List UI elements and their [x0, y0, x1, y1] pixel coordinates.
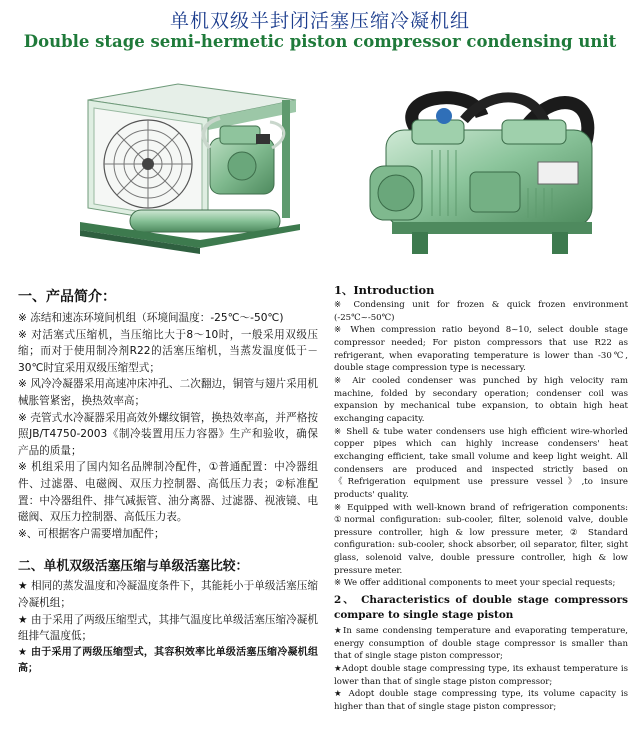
compressor-photo — [352, 76, 624, 262]
list-item: ★ 由于采用了两级压缩型式，其排气温度比单级活塞压缩冷凝机组排气温度低； — [18, 613, 318, 643]
list-item: ★ Adopt double stage compressing type, its volume capacity is higher than that of single stage piston compressor; — [334, 689, 628, 713]
paragraph: ※ Shell & tube water condensers use high efficient wire-whorled copper pipes which can highly increase condensers' heat exchanging efficient, take small volume and keep light weight. All condensers are produced and inspected strictly based on 《Refrigeration equipment use pressure vessel》,to insure products' quality. — [334, 426, 628, 500]
paragraph: ※ Condensing unit for frozen & quick frozen environment (-25℃~-50℃) — [334, 300, 628, 323]
list-item: ★Adopt double stage compressing type, its exhaust temperature is lower than that of single stage piston compressor; — [334, 664, 628, 687]
paragraph: ※ Equipped with well-known brand of refrigeration components: ①normal configuration: sub-cooler, filter, solenoid valve, double pressure controller, high & low pressure meter, ② Standard configuration: sub-cooler, shock absorber, oil separator, filter, sight glass, solenoid valve, double pressure controller, high & low pressure meter. — [334, 502, 628, 576]
page-title-cn: 单机双级半封闭活塞压缩冷凝机组 — [169, 10, 470, 32]
list-item: ★ 相同的蒸发温度和冷凝温度条件下，其能耗小于单级活塞压缩冷凝机组； — [18, 580, 318, 609]
paragraph: ※、可根据客户需要增加配件； — [18, 527, 165, 540]
paragraph: ※ Air cooled condenser was punched by high velocity ram machine, folded by secondary operation; condenser coil was expansion by mechanical tube expansion, to obtain high heat exchanging capacity. — [334, 375, 628, 424]
english-content — [334, 283, 628, 714]
list-item: ★In same condensing temperature and evaporating temperature, energy consumption of double stage compressor is smaller than that of single stage piston compressor; — [334, 626, 628, 662]
paragraph: ※ 冻结和速冻环境间机组（环境间温度：-25℃～-50℃) — [18, 312, 284, 324]
section-heading-intro-en: 1、Introduction — [334, 283, 435, 297]
section-heading-compare-cn: 二、单机双级活塞压缩与单级活塞比较： — [18, 559, 249, 575]
paragraph: ※ 机组采用了国内知名品牌制冷配件，①普通配置：中冷器组件、过滤器、电磁阀、双压力控制器、高低压力表；②标准配置：中冷器组件、排气减振管、油分离器、过滤器、视液镜、电磁阀、双压力控制器、高低压力表。 — [18, 461, 318, 524]
list-item: ★ 由于采用了两级压缩型式，其容积效率比单级活塞压缩冷凝机组高； — [18, 646, 318, 675]
air-cooled-unit-photo — [60, 78, 310, 256]
paragraph: ※ 风冷冷凝器采用高速冲床冲孔、二次翻边，铜管与翅片采用机械胀管紧密，换热效率高； — [18, 378, 318, 407]
paragraph: ※ We offer additional components to meet your special requests; — [334, 578, 616, 589]
paragraph: ※ When compression ratio beyond 8~10, select double stage compressor needed; For piston compressors that use R22 as refrigerant, when evaporating temperature is lower than -30℃, double stage compression type is necessary. — [334, 325, 628, 374]
chinese-content — [18, 288, 318, 678]
section-heading-intro-cn: 一、产品简介： — [18, 289, 116, 305]
page-title-en: Double stage semi-hermetic piston compressor condensing unit — [23, 32, 617, 51]
section-heading-compare-en: 2、 Characteristics of double stage compressors compare to single stage piston — [334, 594, 628, 622]
paragraph: ※ 对活塞式压缩机，当压缩比大于8～10时，一般采用双级压缩；而对于使用制冷剂R22的活塞压缩机，当蒸发温度低于－30℃时宜采用双级压缩型式； — [18, 328, 318, 374]
paragraph: ※ 壳管式水冷凝器采用高效外螺纹铜管，换热效率高，并严格按照JB/T4750-2003《制冷装置用压力容器》生产和验收，确保产品的质量； — [18, 411, 318, 457]
fan-guard — [104, 120, 192, 208]
